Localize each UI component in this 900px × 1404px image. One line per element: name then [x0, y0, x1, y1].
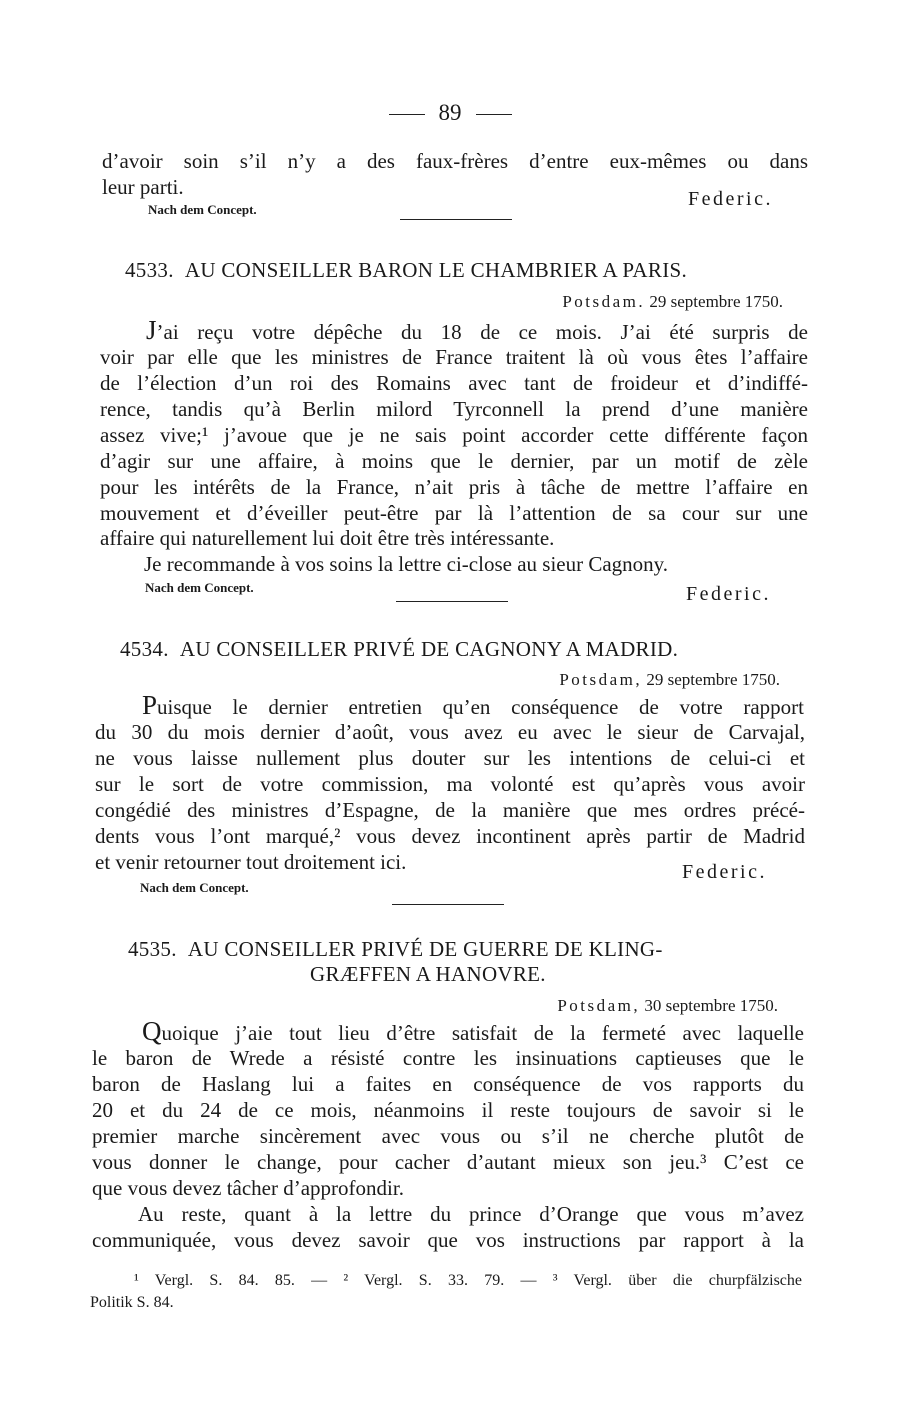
letter-4534-line-2: du 30 du mois dernier d’août, vous avez eu avec le sieur de Carvajal, [95, 720, 805, 744]
letter-4535-number: 4535. [128, 937, 177, 961]
footnote-line-1: ¹ Vergl. S. 84. 85. — ² Vergl. S. 33. 79. — ³ Vergl. über die churpfälzische [134, 1272, 802, 1289]
intro-line-2: leur parti. [102, 175, 184, 199]
letter-4535-line-7: que vous devez tâcher d’approfondir. [92, 1176, 404, 1200]
letter-4535-line-1: Quoique j’aie tout lieu d’être satisfait de la fermeté avec laquelle [142, 1016, 804, 1046]
letter-4533-line-2: voir par elle que les ministres de France traitent là où vous êtes l’affaire [100, 345, 808, 369]
letter-4533-line-3: de l’élection d’un roi des Romains avec tant de froideur et d’indiffé- [100, 371, 808, 395]
letter-4534-number: 4534. [120, 637, 169, 661]
letter-4533-line-1: J’ai reçu votre dépêche du 18 de ce mois. J’ai été surpris de [146, 315, 808, 345]
letter-4534-line-3: ne vous laisse nullement plus douter sur les intentions de celui-ci et [95, 746, 805, 770]
letter-4533-number: 4533. [125, 258, 174, 282]
letter-4534-line-7: et venir retourner tout droitement ici. [95, 850, 407, 874]
letter-4535-title-line-2: GRÆFFEN A HANOVRE. [310, 962, 546, 986]
page-number [0, 100, 900, 126]
letter-4534-title: AU CONSEILLER PRIVÉ DE CAGNONY A MADRID. [179, 637, 679, 661]
letter-4534-place: Potsdam, [559, 670, 643, 689]
letter-4535-date: 30 septembre 1750. [644, 996, 778, 1015]
letter-4533-signature: Federic. [686, 583, 771, 605]
page-number-text: 89 [438, 100, 462, 125]
intro-source-note: Nach dem Concept. [148, 202, 257, 217]
letter-4533-line-9: affaire qui naturellement lui doit être très intéressante. [100, 526, 555, 550]
letter-4535-dateline [557, 996, 778, 1016]
letter-4535-line-5: premier marche sincèrement avec vous ou s’il ne cherche plutôt de [92, 1124, 804, 1148]
letter-4535-line-8: Au reste, quant à la lettre du prince d’Orange que vous m’avez [138, 1202, 804, 1226]
letter-4533-heading [125, 258, 687, 283]
section-divider [392, 904, 504, 905]
intro-signature: Federic. [688, 188, 773, 210]
page-number-dash-right [476, 114, 512, 115]
letter-4534-dateline [559, 670, 780, 690]
letter-4535-line-6: vous donner le change, pour cacher d’autant mieux son jeu.³ C’est ce [92, 1150, 804, 1174]
letter-4533-line-6: d’agir sur une affaire, à moins que le dernier, par un motif de zèle [100, 449, 808, 473]
letter-4533-initial: J [146, 315, 157, 345]
letter-4535-line-2: le baron de Wrede a résisté contre les insinuations captieuses que le [92, 1046, 804, 1070]
letter-4534-source-note: Nach dem Concept. [140, 880, 249, 895]
letter-4535-place: Potsdam, [557, 996, 641, 1015]
letter-4535-title-line-1: AU CONSEILLER PRIVÉ DE GUERRE DE KLING- [187, 937, 663, 961]
section-divider [396, 601, 508, 602]
letter-4534-line-5: congédié des ministres d’Espagne, de la manière que mes ordres précé- [95, 798, 805, 822]
letter-4533-dateline [562, 292, 783, 312]
letter-4534-date: 29 septembre 1750. [646, 670, 780, 689]
letter-4534-initial: P [142, 690, 158, 720]
section-divider [400, 219, 512, 220]
letter-4534-signature: Federic. [682, 861, 767, 883]
letter-4533-line-8: mouvement et d’éveiller peut-être par là l’attention de sa cour sur une [100, 501, 808, 525]
letter-4533-place: Potsdam. [562, 292, 646, 311]
letter-4535-initial: Q [142, 1016, 162, 1046]
letter-4533-line-7: pour les intérêts de la France, n’ait pris à tâche de mettre l’affaire en [100, 475, 808, 499]
letter-4533-line-10: Je recommande à vos soins la lettre ci-close au sieur Cagnony. [144, 552, 669, 576]
letter-4535-line-3: baron de Haslang lui a faites en conséquence de vos rapports du [92, 1072, 804, 1096]
intro-line-1: d’avoir soin s’il n’y a des faux-frères d’entre eux-mêmes ou dans [102, 149, 808, 173]
letter-4535-line-4: 20 et du 24 de ce mois, néanmoins il reste toujours de savoir si le [92, 1098, 804, 1122]
letter-4535-line-9: communiquée, vous devez savoir que vos instructions par rapport à la [92, 1228, 804, 1252]
page-number-dash-left [389, 114, 425, 115]
letter-4534-line-1: Puisque le dernier entretien qu’en conséquence de votre rapport [142, 690, 804, 720]
letter-4534-heading [120, 637, 678, 662]
letter-4533-date: 29 septembre 1750. [649, 292, 783, 311]
letter-4533-title: AU CONSEILLER BARON LE CHAMBRIER A PARIS. [184, 258, 688, 282]
letter-4534-line-4: sur le sort de votre commission, ma volonté est qu’après vous avoir [95, 772, 805, 796]
letter-4533-line-4: rence, tandis qu’à Berlin milord Tyrconnell la prend d’une manière [100, 397, 808, 421]
footnote-line-2: Politik S. 84. [90, 1294, 174, 1311]
letter-4533-source-note: Nach dem Concept. [145, 580, 254, 595]
letter-4534-line-6: dents vous l’ont marqué,² vous devez incontinent après partir de Madrid [95, 824, 805, 848]
letter-4535-heading-line-1 [128, 937, 663, 962]
letter-4533-line-5: assez vive;¹ j’avoue que je ne sais point accorder cette différente façon [100, 423, 808, 447]
